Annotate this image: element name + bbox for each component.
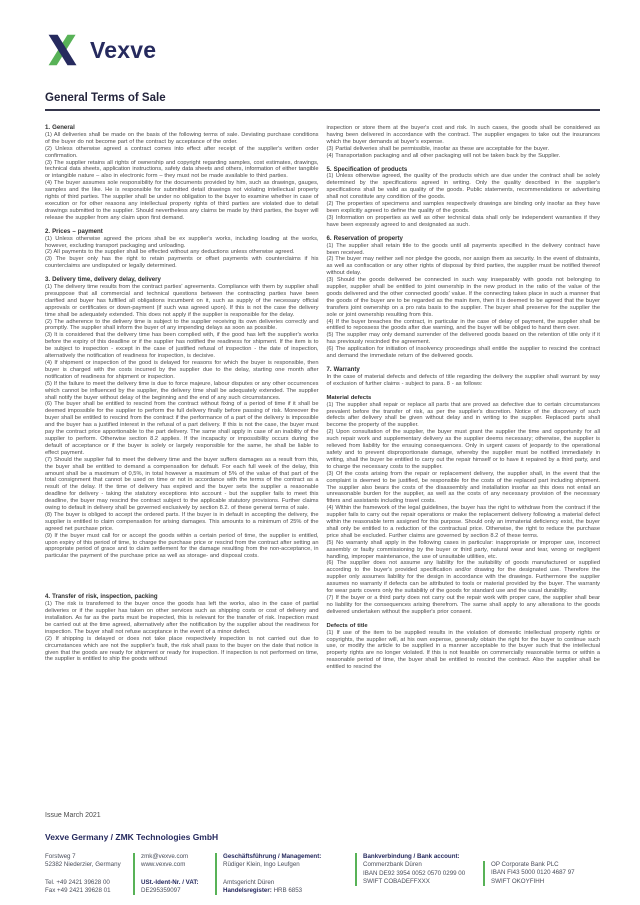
page-footer [45,812,602,895]
terms-paragraph: (6) The buyer shall be entitled to rescind from the contract without fixing of a period of time if it shall be deemed impossible for the supplier to perform the full delivery finally before passing of risk. Moreover the buyer shall be entitled to rescind from the contract if the performance of a part of the delivery is impossible and the buyer has a justified interest in the refusal of a part delivery. If this is not the case, the buyer must pay the contract price apportionable to the part delivery. The same shall apply in case of an inability of the supplier to perform. Otherwise section 8.2 applies. If the incapacity or impossibility occurs during the default of acceptance or if the buyer is solely or largely responsible for the same, he shall be liable to effect payment. [45,401,319,456]
management-block [223,853,355,870]
terms-paragraph: (1) The delivery time results from the contract parties' agreements. Compliance with them by supplier shall presuppose that all commercial and technical questions between the contracting parties have been clarified and buyer has fulfilled all obligations incumbent on it, such as supply of the necessary official approvals or certificates or down-payment (if such was agreed upon). If this is not the case the delivery time shall be adequately extended. This does not apply if the supplier is responsible for the delay. [45,284,319,318]
section-heading: 3. Delivery time, delivery delay, delivery [45,276,161,284]
terms-paragraph: (4) If shipment or inspection of the good is delayed for reasons for which the buyer is responsible, then buyer is charged with the costs incurred by the supplier due to the delay, starting one month after notification of readiness for shipment or inspection. [45,360,319,380]
web-block [141,853,215,870]
bank-name: OP Corporate Bank PLC [491,861,559,868]
terms-paragraph: (2) If shipping is delayed or does not take place respectively inspection is not carried out due to circumstances which are not the supplier's fault, the risk shall pass to the buyer on the date that notice is given that the goods are ready for shipment or ready for inspection. If inspection is not performed on time, the supplier is entitled to ship the goods without [45,635,319,663]
footer-contact-grid [45,853,602,895]
footer-col-web [133,853,215,895]
court-line: Amtsgericht Düren [223,878,275,886]
terms-paragraph: (1) Unless otherwise agreed the prices shall be ex supplier's works, including loading at the works, however, excluding transport packaging and unloading. [45,235,319,249]
terms-paragraph: (9) If the buyer must call for or accept the goods within a certain period of time, the supplier is entitled, upon expiry of this period of time, to charge the purchase price or rescind from the contract after setting an appropriate period of grace and to claim settlement for the damage resulting from the non-acceptance, in particular the payment of the purchase price as well as storage- and disposal costs. [45,532,319,560]
section-heading: 7. Warranty [326,366,360,373]
terms-column-right [327,125,601,671]
terms-column-left [45,125,319,671]
terms-paragraph: (1) The supplier shall repair or replace all parts that are proved as defective due to certain circumstances prevalent before the transfer of risk, as per the supplier's discretion. Notice of the discovery of such defects after delivery shall be given without delay and in writing to the supplier. Replaced parts shall become the property of the supplier. [326,401,600,429]
website-text: www.vexve.com [141,861,186,869]
terms-paragraph: (1) The risk is transferred to the buyer once the goods has left the works, also in the case of partial deliveries or if the supplier has taken on other services such as shipping costs or cost of delivery and installation. As far as the parts must be inspected, this is relevant for the transfer of risk. Inspection must be carried out at the time agreed, alternatively after the notification by the supplier about the readiness for inspection. The buyer shall not refuse acceptance in the event of a minor defect. [45,601,319,635]
register-line [223,887,355,895]
terms-paragraph: inspection or store them at the buyer's cost and risk. In such cases, the goods shall be considered as having been delivered in accordance with the contract. The supplier engages to take out the insurances which the buyer demands at buyer's expense. [326,125,600,145]
register-value: HRB 6853 [273,886,303,894]
vexve-logo [45,28,600,72]
terms-paragraph: (2) The adherence to the delivery time is subject to the supplier receiving its own deliveries correctly and promptly. The supplier shall inform the buyer of any impending delays as soon as possible. [45,318,319,332]
terms-paragraph: (3) It is considered that the delivery time has been complied with, if the good has left the supplier's works before the expiry of this deadline or if the supplier has notified the readiness for shipment. If the item is to be subject to inspection - except in the case of justified refusal of inspection - the date of inspection, alternatively the notification of readiness for inspection, is decisive. [45,332,319,360]
terms-paragraph: (4) Transportation packaging and all other packaging will not be taken back by the Supplier. [326,152,561,159]
terms-paragraph: In the case of material defects and defects of title regarding the delivery the supplier shall warrant by way of exclusion of further claims - subject to para. 8 - as follows: [326,373,600,387]
address-line: 52382 Niederzier, Germany [45,861,121,869]
page-title: General Terms of Sale [45,92,600,111]
section-heading: 1. General [45,124,75,131]
terms-paragraph: (5) If the failure to meet the delivery time is due to force majeure, labour disputes or any other occurrences which cannot be influenced by the supplier, the delivery time shall be adequately extended. The supplier shall notify the buyer without delay of the beginning and the end of any such circumstances. [45,380,319,401]
terms-paragraph: (6) The supplier does not assume any liability for the suitability of goods manufactured or supplied according to the buyer's provided specification and/or drawing for the designated use. Therefore the supplier only assumes liability for the design in accordance with the drawings. Furthermore the supplier assumes no warranty if defects can be attributed to tools or material provided by the buyer. The warranty for wear parts covers only the suitability of the goods for standard use and the usual durability. [326,560,600,595]
terms-paragraph: (7) If the buyer or a third party does not carry out the repair work with proper care, the supplier shall bear no liability for the consequences arising therefrom. The same shall apply to any alterations to the goods delivered undertaken without the supplier's prior consent. [326,595,600,615]
register-label: Handelsregister: [223,886,272,894]
section-heading: 2. Prices – payment [45,227,103,235]
phone-line: Tel. +49 2421 39628 00 [45,878,110,886]
terms-paragraph: (2) The buyer may neither sell nor pledge the goods, nor assign them as security. In the event of distraints, as well as confiscation or any other rights of disposal by third parties, the supplier must be notified thereof without delay. [326,256,600,277]
phone-block [45,879,133,896]
register-block [223,879,355,896]
email-text: zmk@vexve.com [141,853,189,860]
terms-paragraph: (2) Upon consultation of the supplier, the buyer must grant the supplier the time and opportunity for all such repair work and supplementary delivery as the supplier deems necessary; otherwise, the supplier is relieved from liability for the ensuing consequences. Only in urgent cases of jeopardy to the operational safety and to prevent disproportionate damage, whereby the supplier must be notified immediately in writing, shall the buyer be entitled to carry out the repair himself or to have it repaired by a third party, and to charge the necessary costs to the supplier. [326,429,600,470]
management-names: Rüdiger Klein, Ingo Leufgen [223,861,300,869]
bank-swift: SWIFT COBADEFFXXX [363,877,430,885]
terms-paragraph: (3) Should the goods delivered be connected in such way inseparably with goods not belonging to supplier, supplier shall be entitled to joint ownership in the new product in the ratio of the value of the goods delivered and the other connected goods' value. If the connecting takes place in such a manner that the goods of the buyer are to be regarded as the main item, then it is deemed to be agreed that the buyer transfers joint ownership on a pro rata basis to the supplier. The buyer shall preserve for the supplier the sole or joint ownership resulting from this. [326,277,600,318]
terms-paragraph: (3) Partial deliveries shall be permissible, insofar as these are acceptable for the buyer. [326,145,550,152]
terms-paragraph: (3) Information on properties as well as other technical data shall only be independent warranties if they have been expressly agreed to and designated as such. [326,214,600,228]
column-gap [45,560,319,587]
vat-block [141,879,215,896]
terms-paragraph: (6) The application for initiation of insolvency proceedings shall entitle the supplier to rescind the contract and demand the immediate return of the delivered goods. [326,346,600,360]
terms-paragraph: (1) The supplier shall retain title to the goods until all payments specified in the delivery contract have been received. [326,242,600,256]
sub-heading: Defects of title [326,622,368,629]
terms-paragraph: (1) If use of the item to be supplied results in the violation of domestic intellectual property rights or copyrights, the supplier will, at his own expense, generally obtain the right for the buyer to continue such use, or modify the article to be supplied in a manner acceptable to the buyer such that the intellectual property rights are no longer violated. If this is not feasible on commercially reasonable terms or within a reasonable period of time, the buyer shall be entitled to rescind the contract. Also the supplier shall be entitled to rescind the [326,629,600,671]
terms-paragraph: (1) All deliveries shall be made on the basis of the following terms of sale. Deviating purchase conditions of the buyer do not become part of the contract by acceptance of the order. [45,131,319,145]
terms-paragraph: (5) The supplier may only demand surrender of the delivered goods based on the retention of title only if it has previously rescinded the agreement. [326,332,600,346]
terms-paragraph: (1) Unless otherwise agreed, the quality of the products which are due under the contract shall be solely determined by the specifications agreed in writing. Only the quality described in the supplier's specifications shall be valid as quality of the goods. Public statements, recommendations or advertising shall not constitute any condition of the goods. [326,173,600,201]
section-heading: 4. Transfer of risk, inspection, packing [45,593,158,601]
bank-name: Commerzbank Düren [363,861,422,869]
management-label: Geschäftsführung / Management: [223,853,322,860]
section-heading: 5. Specification of products [326,165,408,173]
footer-col-management [215,853,355,895]
address-line: Forstweg 7 [45,853,76,860]
brand-wordmark: Vexve [90,36,157,63]
address-block [45,853,133,870]
terms-paragraph: (4) Within the framework of the legal guidelines, the buyer has the right to withdraw from the contract if the supplier fails to carry out the repair operations or make the replacement delivery following a material defect within the reasonable term assigned for this purpose. Should only an immaterial deficiency exist, the buyer shall only be entitled to a reduction of the contractual price. Otherwise, the right to reduce the purchase price shall be excluded. Further claims are governed by section 8.2 of these terms. [326,505,600,539]
terms-paragraph: (5) No warranty shall apply in the following cases in particular: inappropriate or improper use, incorrect assembly or faulty commissioning by the buyer or third party, natural wear and tear, wrong or negligent handling, improper maintenance, the use of unsuitable utilities, etc. [326,539,600,560]
terms-paragraph: (3) The buyer only has the right to retain payments or offset payments with counterclaims if his counterclaims are undisputed or legally determined. [45,256,319,270]
vexve-x-icon [45,31,81,69]
terms-paragraph: (3) The supplier retains all rights of ownership and copyright regarding samples, cost estimates, drawings, technical data sheets, application instructions, safety data sheets and others, information of either tangible or intangible nature – also in electronic form – they must not be made available to third parties. [45,159,319,180]
fax-line: Fax +49 2421 39628 01 [45,886,111,894]
terms-paragraph: (4) If the buyer breaches the contract, in particular in the case of delay of payment, the supplier shall be entitled to repossess the goods after due warning, and the buyer will be obliged to hand them over. [326,318,600,332]
terms-paragraph: (7) Should the supplier fail to meet the delivery time and the buyer suffers damages as a result from this, the buyer shall be entitled to demand a compensation for default. For each full week of the delay, this amount shall be a maximum of 0,5%, in total however a maximum of 5% of the value of that part of the total consignment that cannot be used on time or not in accordance with the terms of the contract as a result of the delay. If the time of delivery has expired and the buyer sets the supplier a reasonable deadline for delivery - taking the statutory exceptions into account - but the supplier fails to meet this deadline, the buyer may rescind the contract subject to the applicable statutory provisions. Further claims owing to default in delivery shall be governed exclusively by section 8.2. of these general terms of sale. [45,456,319,512]
footer-col-bank-secondary [483,861,595,886]
bank-iban: IBAN DE92 3954 0052 0570 0299 00 [363,869,466,877]
terms-paragraph: (2) All payments to the supplier shall be effected without any deductions unless otherwise agreed. [45,249,295,256]
company-name: Vexve Germany / ZMK Technologies GmbH [45,832,219,842]
terms-paragraph: (4) The buyer assumes sole responsibility for the documents provided by him, such as drawings, gauges, samples and the like. He is responsible for submitted detail drawings not violating intellectual property rights of third parties. The supplier shall be under no obligation to the buyer to examine whether in case of execution or for other reasons any intellectual property rights of third parties are violated due to detail drawings submitted to the supplier. Should nevertheless any claims be made by third parties, the buyer will release the supplier from any claim upon first demand. [45,180,319,221]
bank-swift: SWIFT OKOYFIHH [491,877,545,885]
issue-date: Issue March 2021 [45,812,101,819]
terms-paragraph: (8) The buyer is obliged to accept the ordered parts. If the buyer is in default in accepting the delivery, the supplier is entitled to claim compensation for arising damages. This amounts to a minimum of 25% of the agreed net purchase price. [45,511,319,532]
footer-col-bank-primary [355,853,483,886]
terms-paragraph: (2) Unless otherwise agreed a contract comes into effect after receipt of the supplier's written order confirmation. [45,145,319,159]
bank-iban: IBAN FI43 5000 0120 4687 97 [491,869,575,877]
terms-paragraph: (2) The properties of specimens and samples respectively drawings are binding only insofar as they have been explicitly agreed to define the quality of the goods. [326,201,600,214]
terms-body [45,125,600,671]
sub-heading: Material defects [326,394,372,401]
section-heading: 6. Reservation of property [326,234,403,242]
footer-col-address [45,853,133,895]
vat-label: USt.-Ident-Nr. / VAT: [141,878,199,886]
terms-paragraph: (3) Of the costs arising from the repair or replacement delivery, the supplier shall, in the event that the complaint is deemed to be justified, be responsible for the costs of the replaced part including shipment. The supplier also bears the costs of the disassembly and installation insofar as this does not entail an unreasonable burden for the supplier, as well as the costs of any necessary provision of the necessary fitters and assistants including travel costs. [326,470,600,505]
vat-value: DE295359097 [141,886,181,894]
bank-label: Bankverbindung / Bank account: [363,853,460,860]
